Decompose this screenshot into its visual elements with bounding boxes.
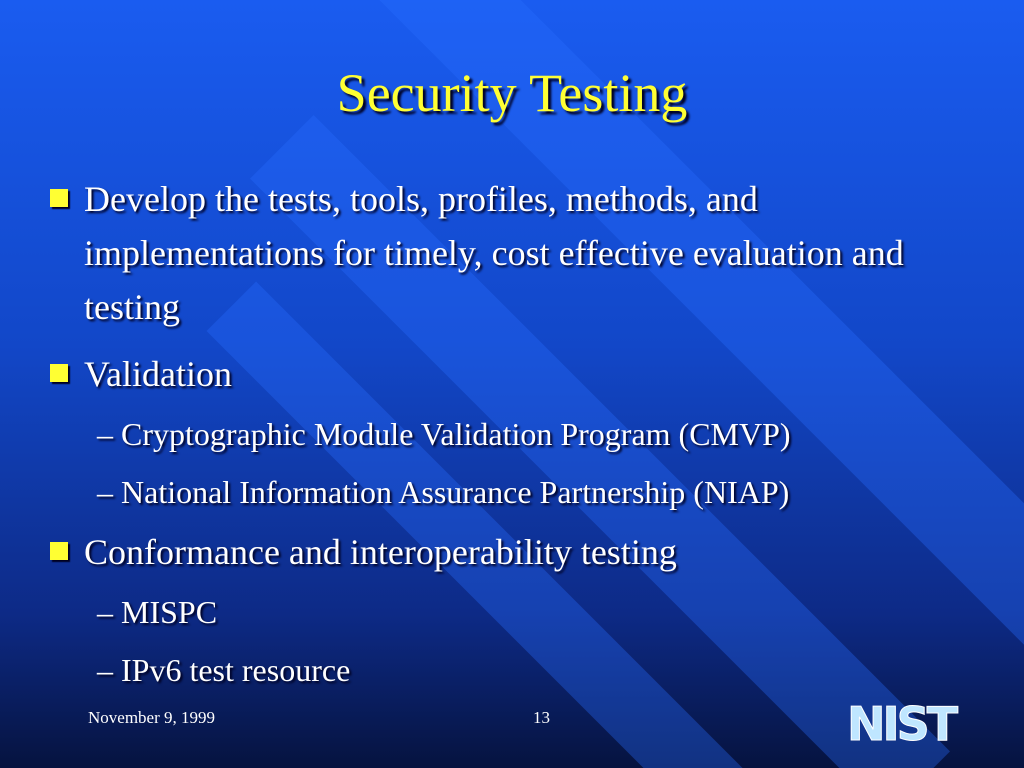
logo-text: NIST xyxy=(847,698,956,746)
sub-bullet-ipv6: – IPv6 test resource xyxy=(97,652,351,688)
bullet-text: Validation xyxy=(84,354,232,394)
page-number: 13 xyxy=(533,708,550,727)
sub-bullet-mispc: – MISPC xyxy=(97,594,218,630)
square-bullet-icon xyxy=(50,542,68,560)
square-bullet-icon xyxy=(50,364,68,382)
bullet-text: Develop the tests, tools, profiles, methods, and implementations for timely, cost effective evaluation and testing xyxy=(84,179,904,327)
sub-bullet-niap: – National Information Assurance Partnership (NIAP) xyxy=(97,474,790,510)
footer-date: November 9, 1999 xyxy=(88,708,216,727)
bullet-develop-tests xyxy=(50,172,970,334)
bullet-validation xyxy=(50,347,970,401)
nist-logo-icon xyxy=(845,698,995,746)
sub-bullet-cmvp: – Cryptographic Module Validation Program (CMVP) xyxy=(97,416,791,452)
slide-title: Security Testing xyxy=(336,63,688,123)
bullet-conformance xyxy=(50,525,970,579)
bullet-text: Conformance and interoperability testing xyxy=(84,532,677,572)
square-bullet-icon xyxy=(50,189,68,207)
